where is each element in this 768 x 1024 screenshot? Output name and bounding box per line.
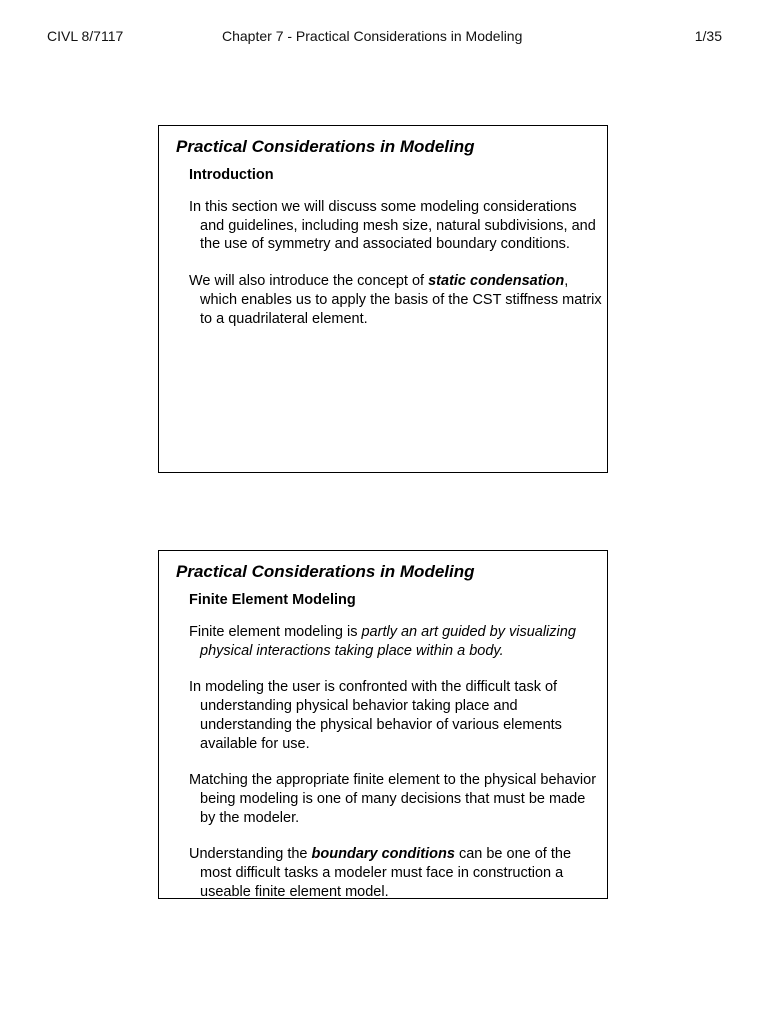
chapter-title: Chapter 7 - Practical Considerations in Modeling bbox=[222, 28, 523, 44]
paragraph-text: Understanding the bbox=[189, 846, 312, 863]
paragraph-text: , which enables us to apply the basis of the CST stiffness matrix to a quadrilateral element. bbox=[200, 273, 602, 327]
slide-introduction bbox=[158, 125, 608, 473]
paragraph-text: In modeling the user is confronted with the difficult task of understanding physical behavior taking place and understanding the physical behavior of various elements available for use. bbox=[189, 679, 562, 752]
emphasis-phrase: partly an art guided by visualizing physical interactions taking place within a body. bbox=[200, 624, 576, 659]
slide-title: Practical Considerations in Modeling bbox=[176, 137, 475, 156]
slide-finite-element-modeling bbox=[158, 550, 608, 899]
paragraph-text: In this section we will discuss some modeling considerations and guidelines, including mesh size, natural subdivisions, and the use of symmetry and associated boundary conditions. bbox=[189, 199, 596, 253]
page-number: 1/35 bbox=[694, 28, 722, 44]
page-header bbox=[0, 28, 768, 48]
emphasis-term: boundary conditions bbox=[311, 846, 455, 863]
paragraph-text: can be one of the most difficult tasks a modeler must face in construction a useable finite element model. bbox=[200, 846, 572, 900]
paragraph-text: Matching the appropriate finite element to the physical behavior being modeling is one of many decisions that must be made by the modeler. bbox=[189, 772, 597, 826]
slide-title: Practical Considerations in Modeling bbox=[176, 562, 475, 581]
section-heading: Introduction bbox=[189, 167, 274, 183]
paragraph-text: Finite element modeling is bbox=[189, 624, 362, 640]
paragraph bbox=[189, 272, 604, 328]
paragraph bbox=[189, 678, 604, 753]
slide-body bbox=[189, 623, 604, 901]
paragraph bbox=[189, 845, 604, 901]
emphasis-term: static condensation bbox=[428, 273, 565, 290]
section-heading: Finite Element Modeling bbox=[189, 592, 356, 608]
paragraph bbox=[189, 623, 604, 660]
slide-body bbox=[189, 198, 604, 328]
paragraph bbox=[189, 771, 604, 827]
paragraph bbox=[189, 198, 604, 254]
course-code: CIVL 8/7117 bbox=[47, 28, 124, 44]
paragraph-text: We will also introduce the concept of bbox=[189, 273, 429, 290]
